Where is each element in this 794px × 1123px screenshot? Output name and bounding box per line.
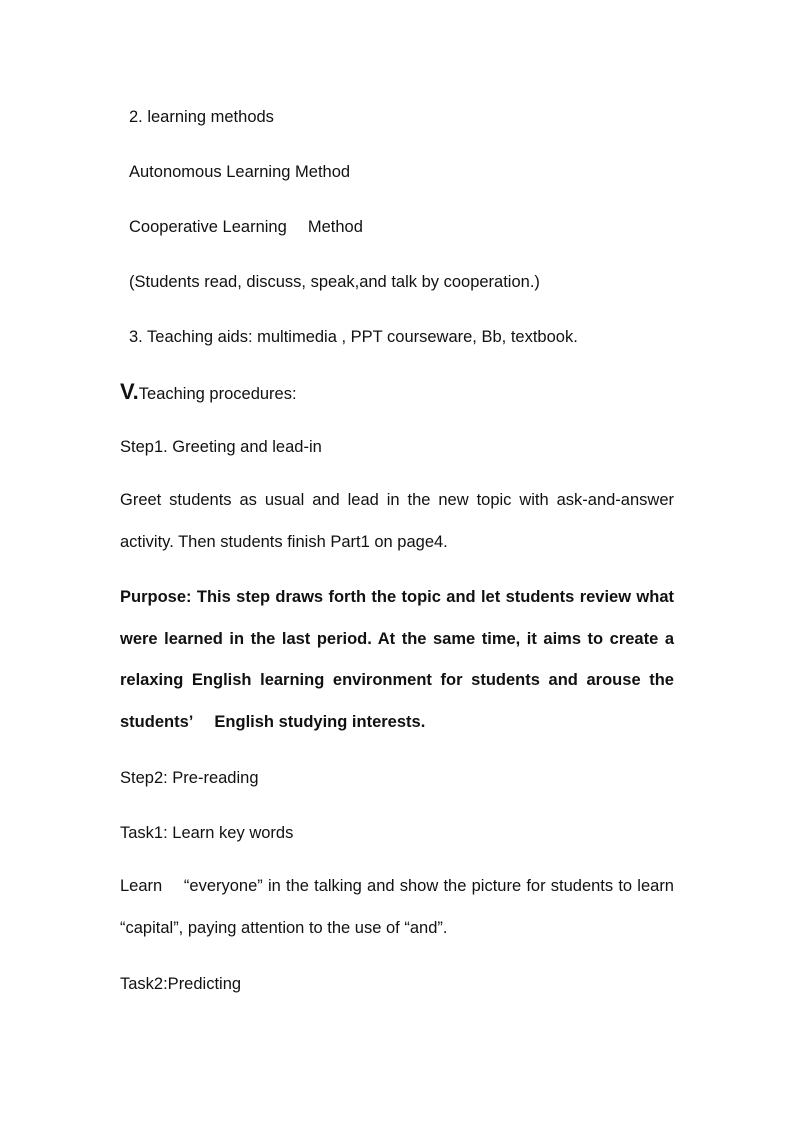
step1-body: Greet students as usual and lead in the new topic with ask-and-answer activity. Then students finish Part1 on page4. (120, 491, 674, 551)
task1-body: Learn “everyone” in the talking and show the picture for students to learn “capital”, paying attention to the use of “and”. (120, 877, 674, 937)
cooperative-method-line: Cooperative Learning Method (129, 218, 363, 236)
procedures-heading (120, 379, 297, 404)
teaching-aids-line: 3. Teaching aids: multimedia , PPT courseware, Bb, textbook. (129, 328, 578, 346)
task1-title: Task1: Learn key words (120, 824, 294, 842)
procedures-title: Teaching procedures: (138, 385, 297, 403)
autonomous-method-line: Autonomous Learning Method (129, 163, 351, 181)
step1-title: Step1. Greeting and lead-in (120, 438, 322, 456)
step2-title: Step2: Pre-reading (120, 769, 259, 787)
task2-title: Task2:Predicting (120, 975, 242, 993)
section-numeral: V. (120, 379, 139, 404)
step1-purpose: Purpose: This step draws forth the topic and let students review what were learned in the last period. At the same time, it aims to create a relaxing English learning environment for students and arouse the students’ English studying interests. (120, 588, 674, 731)
learning-methods-heading: 2. learning methods (129, 108, 274, 126)
cooperation-note: (Students read, discuss, speak,and talk by cooperation.) (129, 273, 540, 291)
